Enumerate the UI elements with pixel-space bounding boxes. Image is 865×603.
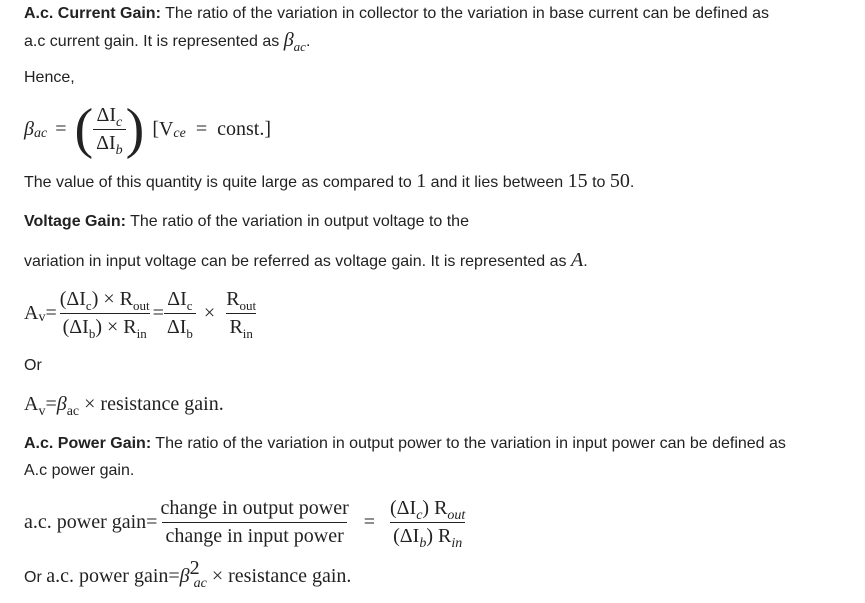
open-paren: ( <box>74 98 94 160</box>
voltage-gain-line-1 <box>24 208 857 235</box>
fraction-denominator: ΔI <box>96 131 116 154</box>
power-fraction-1 <box>157 497 351 548</box>
av2-beta: β <box>56 393 67 415</box>
hence-text: Hence, <box>24 69 75 86</box>
formula-av <box>24 286 857 340</box>
last-eq: = <box>168 565 180 587</box>
av-fraction-3 <box>223 288 259 339</box>
av-fraction-2 <box>164 288 196 339</box>
ac-current-gain-paragraph <box>24 0 857 55</box>
or-text: Or <box>24 357 42 374</box>
ac-current-gain-text-2: a.c current gain. It is represented as <box>24 33 284 50</box>
formula-av-2 <box>24 390 857 421</box>
voltage-gain-heading: Voltage Gain: <box>24 213 126 230</box>
bracket-rest: const.] <box>217 117 272 140</box>
f1-den-rsub: in <box>136 325 147 341</box>
ac-power-gain-text-2: A.c power gain. <box>24 462 135 479</box>
formula-beta-fraction <box>93 103 126 158</box>
av-times: × <box>203 301 216 324</box>
bracket-open: [V <box>152 117 174 140</box>
value-text-2: and it lies between <box>426 174 568 191</box>
last-beta: β <box>179 565 190 587</box>
av-lhs-sub: v <box>38 310 46 325</box>
formula-beta-lhs-sub: ac <box>33 126 48 141</box>
voltage-gain-text-1: The ratio of the variation in output voltage to the <box>125 213 469 230</box>
ac-current-gain-heading: A.c. Current Gain: <box>24 5 161 22</box>
pf2-num: (ΔI <box>390 496 417 519</box>
beta-symbol: β <box>283 29 294 51</box>
ac-current-gain-text-1: The ratio of the variation in collector to the variation in base current can be defined as <box>160 5 769 22</box>
voltage-gain-text-2: variation in input voltage can be referred as voltage gain. It is represented as <box>24 253 571 270</box>
av-lhs: A <box>24 301 39 324</box>
value-period: . <box>629 174 635 191</box>
ac-power-gain-paragraph <box>24 430 857 484</box>
formula-power-gain <box>24 494 857 550</box>
f3-den-sub: in <box>242 325 253 341</box>
f3-num: R <box>226 287 240 310</box>
power-lhs: a.c. power gain <box>24 510 147 533</box>
beta-subscript: ac <box>293 39 306 54</box>
last-sup: 2 <box>189 557 200 579</box>
fraction-numerator: ΔI <box>96 103 117 126</box>
f1-den-sub: b <box>88 325 96 341</box>
power-eq2: = <box>363 510 376 533</box>
last-sub: ac <box>193 576 207 591</box>
pf2-den-sub: b <box>419 535 427 551</box>
value-fifteen: 15 <box>567 170 588 192</box>
f2-den: ΔI <box>166 315 187 338</box>
last-rest: × resistance gain. <box>206 565 352 587</box>
av-eq: = <box>45 301 57 324</box>
last-lhs: a.c. power gain <box>46 565 169 587</box>
bracket-sub: ce <box>173 126 186 141</box>
f1-num-sub: c <box>85 297 92 313</box>
av2-rest: × resistance gain. <box>79 393 224 415</box>
denominator-sub: b <box>115 142 123 158</box>
f3-num-sub: out <box>239 297 257 313</box>
av2-beta-sub: ac <box>66 404 80 419</box>
av2-lhs: A <box>24 393 39 415</box>
pf2-num-sub: c <box>416 507 423 523</box>
voltage-gain-line-2 <box>24 247 857 275</box>
pf2-den-rsub: in <box>451 535 463 551</box>
pf2-den-rest: ) R <box>426 524 452 547</box>
f1-den-rest: ) × R <box>95 315 137 338</box>
av2-eq: = <box>45 393 57 415</box>
f1-num-rsub: out <box>132 297 150 313</box>
bracket-eq: = <box>195 117 208 140</box>
pf2-den: (ΔI <box>393 524 420 547</box>
f1-num: (ΔI <box>59 287 86 310</box>
power-den: change in input power <box>162 522 346 548</box>
f2-den-sub: b <box>186 325 193 341</box>
close-paren: ) <box>125 98 145 160</box>
formula-beta-lhs: β <box>24 117 34 140</box>
av-eq2: = <box>152 301 164 324</box>
ac-power-gain-text-1: The ratio of the variation in output power to the variation in input power can be defined as <box>151 435 786 452</box>
f1-num-rest: ) × R <box>91 287 133 310</box>
av-fraction-1 <box>57 288 153 339</box>
f2-num: ΔI <box>167 287 187 310</box>
formula-power-gain-2 <box>24 557 857 593</box>
ac-power-gain-heading: A.c. Power Gain: <box>24 435 152 452</box>
numerator-sub: c <box>116 114 123 130</box>
av2-lhs-sub: v <box>38 404 46 419</box>
voltage-gain-period: . <box>583 253 588 270</box>
f3-den: R <box>229 315 243 338</box>
period: . <box>305 33 311 50</box>
power-eq: = <box>146 510 158 533</box>
f2-num-sub: c <box>186 297 193 313</box>
power-num: change in output power <box>160 496 349 519</box>
formula-beta-eq: = <box>55 117 67 140</box>
value-one: 1 <box>416 170 427 192</box>
pf2-num-rsub: out <box>447 507 466 523</box>
value-text-3: to <box>587 174 610 191</box>
pf2-num-rest: ) R <box>422 496 448 519</box>
f1-den: (ΔI <box>62 315 89 338</box>
value-text-1: The value of this quantity is quite large as compared to <box>24 174 417 191</box>
value-fifty: 50 <box>609 170 630 192</box>
formula-beta-ac <box>24 100 857 158</box>
last-or: Or <box>24 569 47 586</box>
voltage-gain-symbol: A <box>571 249 584 271</box>
value-sentence <box>24 168 857 196</box>
power-fraction-2 <box>387 496 468 551</box>
